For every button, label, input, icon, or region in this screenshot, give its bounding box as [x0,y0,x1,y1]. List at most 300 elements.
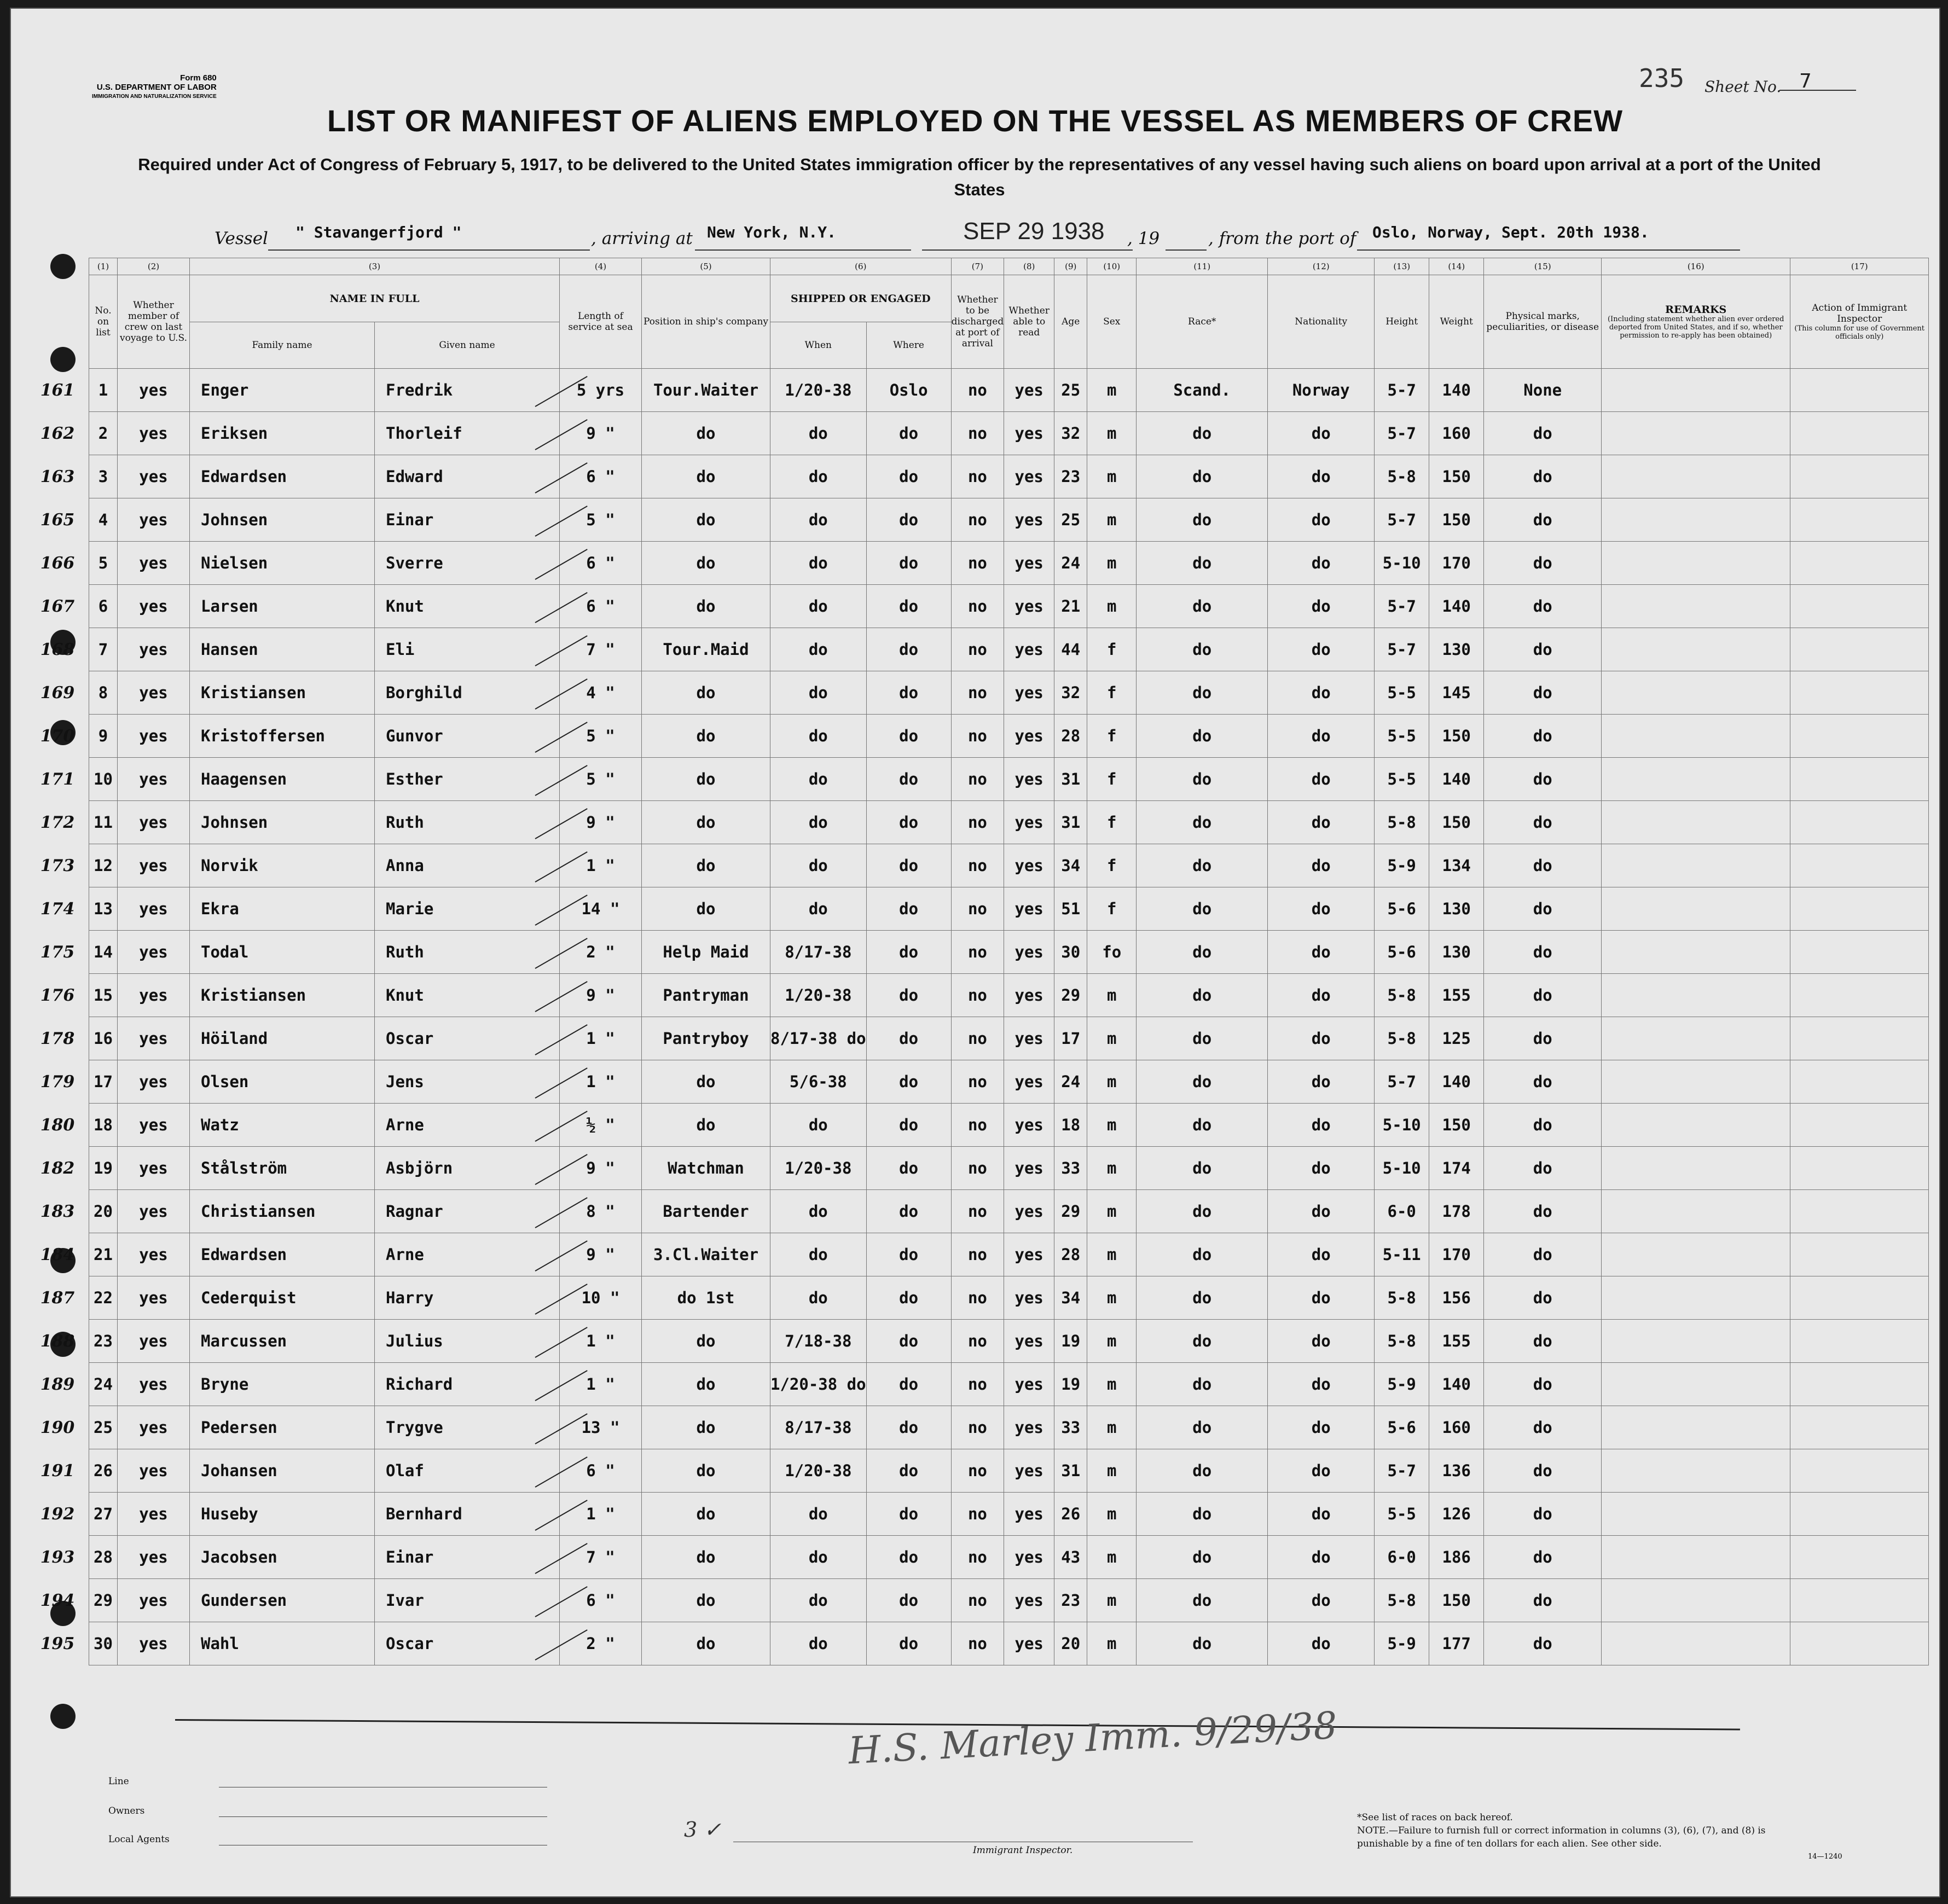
cell-no-on-list: 26 [89,1449,118,1493]
footnote [1357,1811,1778,1850]
fine-note: NOTE.—Failure to furnish full or correct information in columns (3), (6), (7), and (8) is punishable by a fine of ten dollars for each alien. See other side. [1357,1825,1766,1849]
cell-remarks [1602,1493,1790,1536]
cell-length-service: 9 " [560,1147,642,1190]
cell-inspector-action [1790,585,1929,628]
cell-physical-marks: None [1484,369,1602,412]
cell-shipped-where: do [866,585,951,628]
cell-discharged: no [951,412,1004,455]
row-index-number: 172 [40,812,75,832]
cell-position: do [642,758,770,801]
cell-physical-marks: do [1484,1536,1602,1579]
cell-race: do [1137,887,1268,931]
header-where: Where [866,322,951,369]
cell-physical-marks: do [1484,628,1602,671]
cell-sex: m [1087,542,1137,585]
col-num-4: (4) [560,258,642,275]
cell-crew-last-voyage: yes [118,844,190,887]
col-num-17: (17) [1790,258,1929,275]
cell-length-service: 1 " [560,1060,642,1104]
cell-weight: 126 [1429,1493,1484,1536]
cell-height: 6-0 [1375,1190,1429,1233]
cell-given-name: Trygve [375,1406,560,1449]
cell-inspector-action [1790,1449,1929,1493]
cell-length-service: 2 " [560,1622,642,1665]
cell-position: do [642,455,770,498]
cell-length-service: 5 yrs [560,369,642,412]
cell-height: 5-9 [1375,1363,1429,1406]
col-num-10: (10) [1087,258,1137,275]
cell-physical-marks: do [1484,887,1602,931]
cell-no-on-list: 24 [89,1363,118,1406]
check-mark: 3 ✓ [684,1818,722,1842]
table-row [89,455,1929,498]
row-index-number: 178 [40,1029,75,1048]
cell-position: Tour.Maid [642,628,770,671]
cell-physical-marks: do [1484,1276,1602,1320]
table-row [89,844,1929,887]
cell-crew-last-voyage: yes [118,1622,190,1665]
cell-length-service: 6 " [560,542,642,585]
cell-shipped-when: 1/20-38 [770,369,867,412]
cell-able-to-read: yes [1004,498,1054,542]
cell-race: do [1137,801,1268,844]
cell-inspector-action [1790,628,1929,671]
header-height: Height [1375,275,1429,369]
cell-nationality: do [1268,1579,1375,1622]
header-discharged: Whether to be discharged at port of arrival [951,275,1004,369]
cell-physical-marks: do [1484,1104,1602,1147]
cell-position: Tour.Waiter [642,369,770,412]
cell-able-to-read: yes [1004,1363,1054,1406]
cell-inspector-action [1790,498,1929,542]
cell-crew-last-voyage: yes [118,801,190,844]
cell-height: 5-10 [1375,1147,1429,1190]
cell-family-name: Johnsen [190,801,375,844]
table-row [89,974,1929,1017]
cell-family-name: Christiansen [190,1190,375,1233]
cell-inspector-action [1790,1147,1929,1190]
cell-length-service: 14 " [560,887,642,931]
row-index-number: 163 [40,467,75,486]
header-action-note: (This column for use of Government officials only) [1794,324,1925,341]
cell-inspector-action [1790,1579,1929,1622]
cell-race: do [1137,1493,1268,1536]
row-index-number: 183 [40,1201,75,1221]
header-length-service: Length of service at sea [560,275,642,369]
cell-able-to-read: yes [1004,887,1054,931]
cell-age: 30 [1054,931,1087,974]
cell-given-name: Borghild [375,671,560,715]
cell-position: Watchman [642,1147,770,1190]
cell-family-name: Norvik [190,844,375,887]
cell-given-name: Ruth [375,931,560,974]
cell-position: do [642,1320,770,1363]
cell-inspector-action [1790,844,1929,887]
cell-physical-marks: do [1484,931,1602,974]
cell-nationality: do [1268,1190,1375,1233]
cell-physical-marks: do [1484,844,1602,887]
cell-weight: 156 [1429,1276,1484,1320]
col-num-6: (6) [770,258,952,275]
row-index-number: 180 [40,1115,75,1135]
cell-race: do [1137,1579,1268,1622]
cell-age: 29 [1054,1190,1087,1233]
cell-crew-last-voyage: yes [118,1449,190,1493]
header-name-in-full: NAME IN FULL [190,275,560,322]
row-index-number: 188 [40,1331,75,1351]
col-num-16: (16) [1602,258,1790,275]
table-row [89,1276,1929,1320]
table-row [89,801,1929,844]
header-remarks-title: REMARKS [1665,303,1727,316]
sheet-number: 7 [1799,70,1812,92]
table-row [89,931,1929,974]
col-num-12: (12) [1268,258,1375,275]
col-num-13: (13) [1375,258,1429,275]
cell-family-name: Stålström [190,1147,375,1190]
cell-length-service: 5 " [560,758,642,801]
cell-given-name: Olaf [375,1449,560,1493]
cell-shipped-where: do [866,1276,951,1320]
cell-remarks [1602,412,1790,455]
cell-nationality: do [1268,1017,1375,1060]
col-num-14: (14) [1429,258,1484,275]
cell-weight: 174 [1429,1147,1484,1190]
cell-shipped-where: do [866,542,951,585]
punch-hole [50,254,76,279]
cell-family-name: Huseby [190,1493,375,1536]
row-index-number: 187 [40,1288,75,1308]
cell-height: 5-9 [1375,844,1429,887]
cell-sex: f [1087,887,1137,931]
cell-nationality: do [1268,844,1375,887]
cell-race: do [1137,1017,1268,1060]
cell-nationality: do [1268,1233,1375,1276]
cell-shipped-when: do [770,498,867,542]
cell-sex: m [1087,1449,1137,1493]
cell-crew-last-voyage: yes [118,974,190,1017]
cell-given-name: Knut [375,974,560,1017]
cell-given-name: Asbjörn [375,1147,560,1190]
cell-no-on-list: 8 [89,671,118,715]
cell-length-service: 13 " [560,1406,642,1449]
cell-able-to-read: yes [1004,931,1054,974]
cell-sex: m [1087,1276,1137,1320]
cell-sex: f [1087,671,1137,715]
owners-underline [219,1816,547,1817]
cell-length-service: 6 " [560,585,642,628]
cell-age: 23 [1054,455,1087,498]
header-age: Age [1054,275,1087,369]
cell-sex: m [1087,1320,1137,1363]
cell-able-to-read: yes [1004,1060,1054,1104]
cell-able-to-read: yes [1004,1104,1054,1147]
cell-race: do [1137,1233,1268,1276]
cell-height: 5-6 [1375,887,1429,931]
cell-height: 5-7 [1375,628,1429,671]
cell-physical-marks: do [1484,974,1602,1017]
cell-shipped-when: 1/20-38 [770,1449,867,1493]
cell-discharged: no [951,498,1004,542]
table-row [89,1406,1929,1449]
cell-remarks [1602,715,1790,758]
table-row [89,1579,1929,1622]
cell-shipped-when: do [770,715,867,758]
cell-weight: 150 [1429,715,1484,758]
cell-sex: m [1087,1493,1137,1536]
cell-shipped-where: do [866,1579,951,1622]
cell-shipped-when: do [770,844,867,887]
cell-inspector-action [1790,1060,1929,1104]
cell-given-name: Jens [375,1060,560,1104]
cell-weight: 140 [1429,369,1484,412]
cell-height: 5-7 [1375,585,1429,628]
cell-age: 23 [1054,1579,1087,1622]
cell-length-service: 10 " [560,1276,642,1320]
cell-race: do [1137,628,1268,671]
cell-height: 5-8 [1375,1276,1429,1320]
table-row [89,412,1929,455]
cell-weight: 140 [1429,585,1484,628]
cell-shipped-where: do [866,715,951,758]
cell-no-on-list: 23 [89,1320,118,1363]
cell-nationality: do [1268,1060,1375,1104]
cell-shipped-when: 1/20-38 [770,974,867,1017]
cell-given-name: Ruth [375,801,560,844]
cell-sex: m [1087,974,1137,1017]
cell-age: 32 [1054,671,1087,715]
cell-family-name: Edwardsen [190,1233,375,1276]
row-index-number: 192 [40,1504,75,1524]
cell-height: 5-6 [1375,1406,1429,1449]
cell-position: Pantryman [642,974,770,1017]
cell-length-service: 5 " [560,715,642,758]
cell-able-to-read: yes [1004,628,1054,671]
cell-height: 5-8 [1375,1320,1429,1363]
cell-shipped-where: do [866,931,951,974]
cell-shipped-when: do [770,801,867,844]
cell-remarks [1602,974,1790,1017]
cell-length-service: 9 " [560,412,642,455]
cell-race: do [1137,498,1268,542]
cell-remarks [1602,1147,1790,1190]
cell-family-name: Marcussen [190,1320,375,1363]
cell-remarks [1602,887,1790,931]
cell-family-name: Olsen [190,1060,375,1104]
cell-discharged: no [951,1320,1004,1363]
cell-remarks [1602,801,1790,844]
cell-shipped-when: do [770,1190,867,1233]
cell-discharged: no [951,542,1004,585]
punch-hole [50,347,76,372]
cell-no-on-list: 13 [89,887,118,931]
cell-discharged: no [951,931,1004,974]
cell-given-name: Sverre [375,542,560,585]
row-index-number: 182 [40,1158,75,1178]
header-family-name: Family name [190,322,375,369]
cell-race: do [1137,585,1268,628]
cell-able-to-read: yes [1004,1406,1054,1449]
cell-weight: 186 [1429,1536,1484,1579]
cell-able-to-read: yes [1004,1320,1054,1363]
cell-weight: 160 [1429,1406,1484,1449]
cell-shipped-when: 5/6-38 [770,1060,867,1104]
cell-discharged: no [951,1104,1004,1147]
cell-shipped-where: do [866,1320,951,1363]
cell-height: 5-7 [1375,412,1429,455]
table-row [89,1017,1929,1060]
cell-able-to-read: yes [1004,1276,1054,1320]
cell-discharged: no [951,887,1004,931]
cell-crew-last-voyage: yes [118,628,190,671]
header-action-title: Action of Immigrant Inspector [1812,303,1908,324]
cell-no-on-list: 11 [89,801,118,844]
table-row [89,628,1929,671]
cell-length-service: 9 " [560,801,642,844]
cell-inspector-action [1790,455,1929,498]
cell-sex: m [1087,1060,1137,1104]
cell-crew-last-voyage: yes [118,758,190,801]
cell-family-name: Larsen [190,585,375,628]
cell-height: 5-5 [1375,758,1429,801]
sheet-label: Sheet No. [1704,78,1782,96]
cell-race: do [1137,1449,1268,1493]
cell-given-name: Knut [375,585,560,628]
cell-physical-marks: do [1484,1406,1602,1449]
cell-position: Bartender [642,1190,770,1233]
cell-able-to-read: yes [1004,1147,1054,1190]
cell-age: 29 [1054,974,1087,1017]
cell-discharged: no [951,455,1004,498]
cell-age: 26 [1054,1493,1087,1536]
row-index-number: 179 [40,1072,75,1092]
cell-position: do [642,1060,770,1104]
cell-height: 5-6 [1375,931,1429,974]
cell-race: do [1137,671,1268,715]
cell-position: do [642,585,770,628]
cell-discharged: no [951,628,1004,671]
cell-physical-marks: do [1484,455,1602,498]
cell-position: do [642,1579,770,1622]
cell-age: 25 [1054,498,1087,542]
row-index-number: 193 [40,1547,75,1567]
cell-nationality: do [1268,887,1375,931]
cell-position: do [642,1449,770,1493]
cell-remarks [1602,455,1790,498]
row-index-number: 190 [40,1418,75,1437]
cell-race: do [1137,758,1268,801]
cell-age: 31 [1054,1449,1087,1493]
cell-height: 5-9 [1375,1622,1429,1665]
col-num-7: (7) [951,258,1004,275]
cell-age: 28 [1054,715,1087,758]
cell-age: 18 [1054,1104,1087,1147]
cell-weight: 170 [1429,542,1484,585]
cell-able-to-read: yes [1004,801,1054,844]
cell-no-on-list: 16 [89,1017,118,1060]
cell-height: 5-10 [1375,1104,1429,1147]
cell-length-service: 6 " [560,1579,642,1622]
year-underline [1166,249,1207,251]
cell-remarks [1602,1276,1790,1320]
cell-shipped-when: do [770,1493,867,1536]
cell-age: 24 [1054,542,1087,585]
cell-given-name: Esther [375,758,560,801]
cell-shipped-where: do [866,801,951,844]
cell-race: do [1137,412,1268,455]
cell-no-on-list: 7 [89,628,118,671]
cell-sex: m [1087,1363,1137,1406]
from-port: Oslo, Norway, Sept. 20th 1938. [1372,223,1649,241]
cell-weight: 177 [1429,1622,1484,1665]
cell-weight: 155 [1429,974,1484,1017]
cell-physical-marks: do [1484,585,1602,628]
cell-able-to-read: yes [1004,455,1054,498]
cell-weight: 150 [1429,455,1484,498]
table-row [89,585,1929,628]
cell-remarks [1602,1449,1790,1493]
cell-shipped-where: do [866,974,951,1017]
table-row [89,1536,1929,1579]
header-position: Position in ship's company [642,275,770,369]
row-index-number: 165 [40,510,75,530]
cell-length-service: 6 " [560,455,642,498]
cell-sex: m [1087,585,1137,628]
cell-race: do [1137,974,1268,1017]
cell-position: Help Maid [642,931,770,974]
manifest-sheet [10,8,1940,1897]
table-row [89,1104,1929,1147]
cell-no-on-list: 28 [89,1536,118,1579]
cell-race: do [1137,931,1268,974]
col-num-5: (5) [642,258,770,275]
cell-family-name: Haagensen [190,758,375,801]
cell-able-to-read: yes [1004,1233,1054,1276]
cell-discharged: no [951,974,1004,1017]
header-remarks-note: (Including statement whether alien ever ordered deported from United States, and if so, whether permission to re-apply has been obtained) [1607,315,1784,340]
cell-able-to-read: yes [1004,1190,1054,1233]
cell-shipped-where: do [866,758,951,801]
cell-inspector-action [1790,1190,1929,1233]
cell-nationality: do [1268,1536,1375,1579]
cell-discharged: no [951,369,1004,412]
row-index-number: 168 [40,640,75,659]
cell-length-service: 2 " [560,931,642,974]
cell-nationality: do [1268,628,1375,671]
cell-crew-last-voyage: yes [118,585,190,628]
table-row [89,542,1929,585]
cell-crew-last-voyage: yes [118,1493,190,1536]
cell-race: do [1137,1406,1268,1449]
row-index-number: 176 [40,985,75,1005]
cell-weight: 155 [1429,1320,1484,1363]
cell-position: do [642,498,770,542]
cell-discharged: no [951,1449,1004,1493]
cell-position: do [642,1622,770,1665]
cell-sex: f [1087,844,1137,887]
cell-physical-marks: do [1484,1449,1602,1493]
race-note: *See list of races on back hereof. [1357,1812,1513,1823]
cell-discharged: no [951,1493,1004,1536]
cell-shipped-when: do [770,412,867,455]
cell-physical-marks: do [1484,1190,1602,1233]
cell-able-to-read: yes [1004,412,1054,455]
cell-weight: 170 [1429,1233,1484,1276]
cell-physical-marks: do [1484,1060,1602,1104]
cell-crew-last-voyage: yes [118,1406,190,1449]
cell-remarks [1602,1017,1790,1060]
arriving-label: , arriving at [591,229,693,248]
